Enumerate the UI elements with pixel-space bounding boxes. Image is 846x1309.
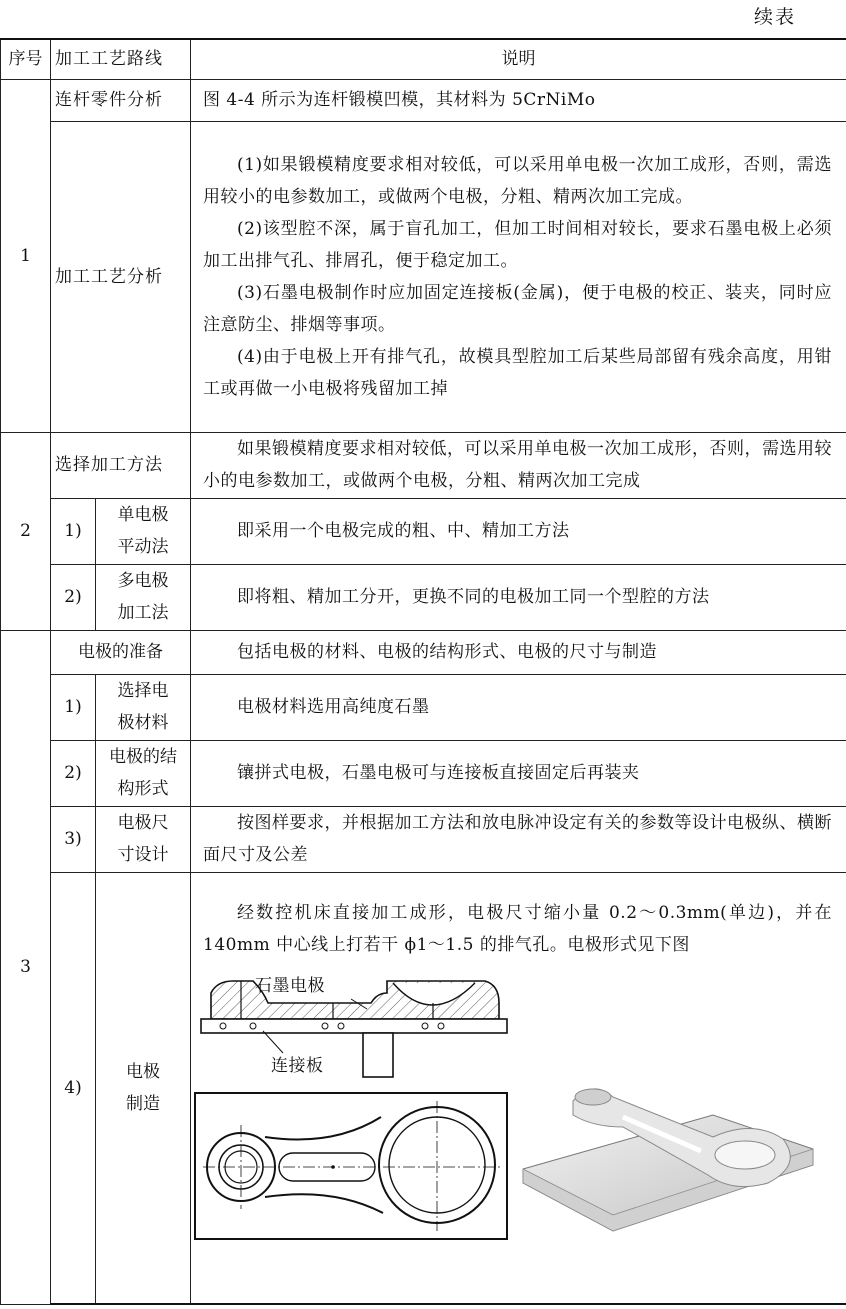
select-method-text: 如果锻模精度要求相对较低，可以采用单电极一次加工成形，否则，需选用较小的电参数加工，或做两个电极，分粗、精两次加工完成 (203, 439, 832, 491)
part-analysis-desc: 图 4-4 所示为连杆锻模凹模，其材料为 5CrNiMo (191, 79, 846, 121)
electrode-1-no: 1) (51, 674, 96, 740)
process-para-1: (1)如果锻模精度要求相对较低，可以采用单电极一次加工成形，否则，需选用较小的电参数加工，或做两个电极，分粗、精两次加工完成。 (203, 154, 832, 207)
fig-label-graphite: 石墨电极 (255, 975, 325, 996)
electrode-3-label (96, 806, 191, 872)
electrode-figure (193, 969, 823, 1269)
electrode-4-label-line1: 电极 (126, 1061, 160, 1082)
electrode-2-label (96, 740, 191, 806)
electrode-4-text: 经数控机床直接加工成形，电极尺寸缩小量 0.2～0.3mm(单边)，并在 140mm 中心线上打若干 ϕ1～1.5 的排气孔。电极形式见下图 (203, 902, 832, 955)
part-analysis-label: 连杆零件分析 (51, 79, 191, 121)
electrode-1-label (96, 674, 191, 740)
section-view (201, 981, 507, 1077)
plan-view (195, 1093, 507, 1239)
electrode-1-label-line1: 选择电 (117, 681, 169, 701)
method-1-no: 1) (51, 498, 96, 564)
electrode-4-label (96, 872, 191, 1304)
header-route: 加工工艺路线 (51, 39, 191, 79)
process-para-4: (4)由于电极上开有排气孔，故模具型腔加工后某些局部留有残余高度，用钳工或再做一小电极将残留加工掉 (203, 346, 832, 399)
electrode-1-desc (191, 674, 846, 740)
electrode-prep-text: 包括电极的材料、电极的结构形式、电极的尺寸与制造 (237, 642, 657, 662)
method-2-label (96, 564, 191, 630)
row-electrode-2 (1, 740, 846, 806)
select-method-desc (191, 432, 846, 498)
row-method-2 (1, 564, 846, 630)
electrode-2-text: 镶拼式电极，石墨电极可与连接板直接固定后再装夹 (237, 763, 640, 783)
section-2-no: 2 (1, 432, 51, 630)
electrode-3-label-line1: 电极尺 (117, 813, 169, 833)
electrode-3-label-line2: 寸设计 (117, 845, 169, 865)
method-1-label-line2: 平动法 (117, 537, 169, 557)
header-no: 序号 (1, 39, 51, 79)
iso-view (523, 1088, 813, 1230)
electrode-4-no: 4) (51, 872, 96, 1304)
electrode-2-label-line2: 构形式 (117, 779, 169, 799)
row-electrode-prep (1, 630, 846, 674)
electrode-2-desc (191, 740, 846, 806)
process-para-2: (2)该型腔不深，属于盲孔加工，但加工时间相对较长，要求石墨电极上必须加工出排气孔、排屑孔，便于稳定加工。 (203, 218, 832, 271)
row-electrode-3 (1, 806, 846, 872)
row-process-analysis (1, 121, 846, 432)
process-para-3: (3)石墨电极制作时应加固定连接板(金属)，便于电极的校正、装夹，同时应注意防尘、排烟等事项。 (203, 282, 832, 335)
method-1-label-line1: 单电极 (117, 505, 169, 525)
electrode-1-label-line2: 极材料 (117, 713, 169, 733)
row-select-method (1, 432, 846, 498)
process-analysis-desc (191, 121, 846, 432)
header-desc: 说明 (191, 39, 846, 79)
select-method-label: 选择加工方法 (51, 432, 191, 498)
electrode-1-text: 电极材料选用高纯度石墨 (237, 697, 430, 717)
electrode-2-label-line1: 电极的结 (109, 747, 177, 767)
row-part-analysis (1, 79, 846, 121)
method-2-text: 即将粗、精加工分开，更换不同的电极加工同一个型腔的方法 (237, 587, 710, 607)
continued-label: 续表 (753, 6, 796, 28)
electrode-prep-desc (191, 630, 846, 674)
method-2-label-line2: 加工法 (117, 603, 169, 623)
row-method-1 (1, 498, 846, 564)
process-table (0, 38, 846, 1305)
section-3-no: 3 (1, 630, 51, 1304)
electrode-4-desc (191, 872, 846, 1304)
electrode-3-desc (191, 806, 846, 872)
electrode-3-no: 3) (51, 806, 96, 872)
process-analysis-label: 加工工艺分析 (51, 121, 191, 432)
fig-label-plate: 连接板 (271, 1055, 324, 1076)
method-1-desc (191, 498, 846, 564)
electrode-3-text: 按图样要求，并根据加工方法和放电脉冲设定有关的参数等设计电极纵、横断面尺寸及公差 (203, 813, 832, 865)
method-1-label (96, 498, 191, 564)
row-electrode-4 (1, 872, 846, 1304)
method-2-no: 2) (51, 564, 96, 630)
row-electrode-1 (1, 674, 846, 740)
method-2-label-line1: 多电极 (117, 571, 169, 591)
section-1-no: 1 (1, 79, 51, 432)
method-1-text: 即采用一个电极完成的粗、中、精加工方法 (237, 521, 570, 541)
electrode-prep-label: 电极的准备 (51, 630, 191, 674)
electrode-4-label-line2: 制造 (126, 1093, 160, 1114)
electrode-2-no: 2) (51, 740, 96, 806)
header-row (1, 39, 846, 79)
method-2-desc (191, 564, 846, 630)
